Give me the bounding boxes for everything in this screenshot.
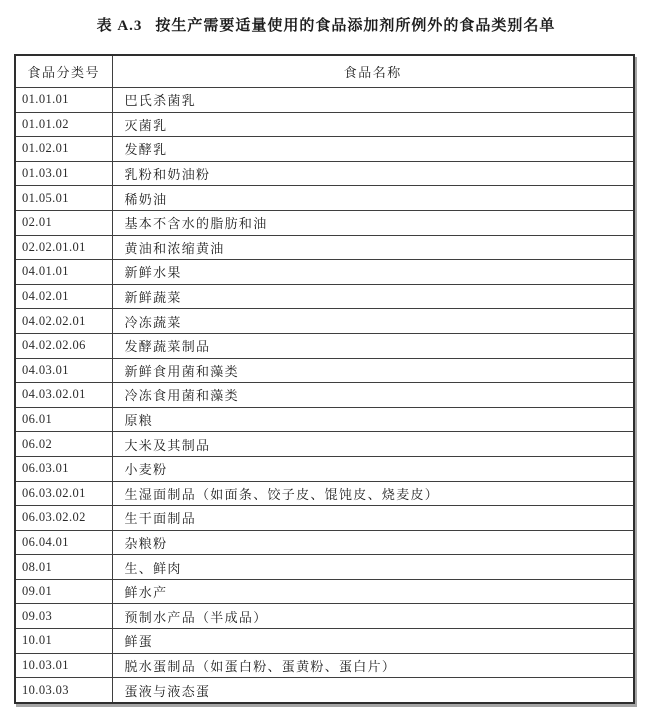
food-category-code: 08.01	[15, 555, 112, 580]
table-row	[15, 456, 634, 481]
food-category-code: 06.02	[15, 432, 112, 457]
table-row	[15, 88, 634, 113]
food-name: 原粮	[112, 407, 634, 432]
food-category-code: 04.01.01	[15, 260, 112, 285]
food-category-code: 06.03.02.02	[15, 506, 112, 531]
table-body	[15, 88, 634, 703]
food-category-code: 06.01	[15, 407, 112, 432]
food-name: 基本不含水的脂肪和油	[112, 210, 634, 235]
food-category-code: 04.02.01	[15, 284, 112, 309]
food-category-code: 06.04.01	[15, 530, 112, 555]
table-row	[15, 161, 634, 186]
column-header-food-category-code: 食品分类号	[15, 55, 112, 88]
table-row	[15, 235, 634, 260]
food-name: 蛋液与液态蛋	[112, 678, 634, 703]
food-category-code: 01.05.01	[15, 186, 112, 211]
table-row	[15, 383, 634, 408]
food-name: 冷冻蔬菜	[112, 309, 634, 334]
food-name: 巴氏杀菌乳	[112, 88, 634, 113]
food-category-code: 04.03.01	[15, 358, 112, 383]
food-name: 乳粉和奶油粉	[112, 161, 634, 186]
food-category-code: 09.01	[15, 579, 112, 604]
table-row	[15, 530, 634, 555]
table-header-row	[15, 55, 634, 88]
food-category-code: 01.02.01	[15, 137, 112, 162]
table-row	[15, 432, 634, 457]
food-name: 预制水产品（半成品）	[112, 604, 634, 629]
food-name: 鲜蛋	[112, 629, 634, 654]
table-row	[15, 186, 634, 211]
food-name: 脱水蛋制品（如蛋白粉、蛋黄粉、蛋白片）	[112, 653, 634, 678]
table-row	[15, 579, 634, 604]
food-name: 新鲜食用菌和藻类	[112, 358, 634, 383]
column-header-food-name: 食品名称	[112, 55, 634, 88]
food-name: 灭菌乳	[112, 112, 634, 137]
food-name: 生干面制品	[112, 506, 634, 531]
food-category-code: 01.03.01	[15, 161, 112, 186]
food-category-code: 01.01.01	[15, 88, 112, 113]
food-category-code: 10.01	[15, 629, 112, 654]
food-name: 冷冻食用菌和藻类	[112, 383, 634, 408]
food-category-code: 09.03	[15, 604, 112, 629]
food-category-code: 06.03.01	[15, 456, 112, 481]
table-caption	[0, 14, 652, 35]
table-row	[15, 137, 634, 162]
food-name: 生湿面制品（如面条、饺子皮、馄饨皮、烧麦皮）	[112, 481, 634, 506]
food-name: 小麦粉	[112, 456, 634, 481]
food-name: 杂粮粉	[112, 530, 634, 555]
table-row	[15, 260, 634, 285]
table-row	[15, 653, 634, 678]
food-category-code: 04.02.02.06	[15, 333, 112, 358]
food-name: 稀奶油	[112, 186, 634, 211]
food-category-code: 02.02.01.01	[15, 235, 112, 260]
table-row	[15, 678, 634, 703]
table-row	[15, 358, 634, 383]
food-name: 生、鲜肉	[112, 555, 634, 580]
table-row	[15, 407, 634, 432]
food-name: 大米及其制品	[112, 432, 634, 457]
food-category-code: 10.03.01	[15, 653, 112, 678]
food-name: 黄油和浓缩黄油	[112, 235, 634, 260]
table-row	[15, 481, 634, 506]
food-category-code: 10.03.03	[15, 678, 112, 703]
table-row	[15, 333, 634, 358]
food-category-code: 06.03.02.01	[15, 481, 112, 506]
food-name: 新鲜水果	[112, 260, 634, 285]
table-row	[15, 604, 634, 629]
food-name: 发酵乳	[112, 137, 634, 162]
table-row	[15, 210, 634, 235]
food-categories-table	[14, 54, 635, 704]
food-category-code: 01.01.02	[15, 112, 112, 137]
table-caption-label: 表 A.3	[96, 18, 143, 34]
table-caption-text: 按生产需要适量使用的食品添加剂所例外的食品类别名单	[155, 18, 556, 34]
food-name: 鲜水产	[112, 579, 634, 604]
food-category-code: 04.02.02.01	[15, 309, 112, 334]
food-name: 新鲜蔬菜	[112, 284, 634, 309]
table-row	[15, 629, 634, 654]
table-row	[15, 506, 634, 531]
table-row	[15, 309, 634, 334]
food-name: 发酵蔬菜制品	[112, 333, 634, 358]
table-row	[15, 284, 634, 309]
table-row	[15, 112, 634, 137]
food-category-code: 04.03.02.01	[15, 383, 112, 408]
food-category-code: 02.01	[15, 210, 112, 235]
table-row	[15, 555, 634, 580]
